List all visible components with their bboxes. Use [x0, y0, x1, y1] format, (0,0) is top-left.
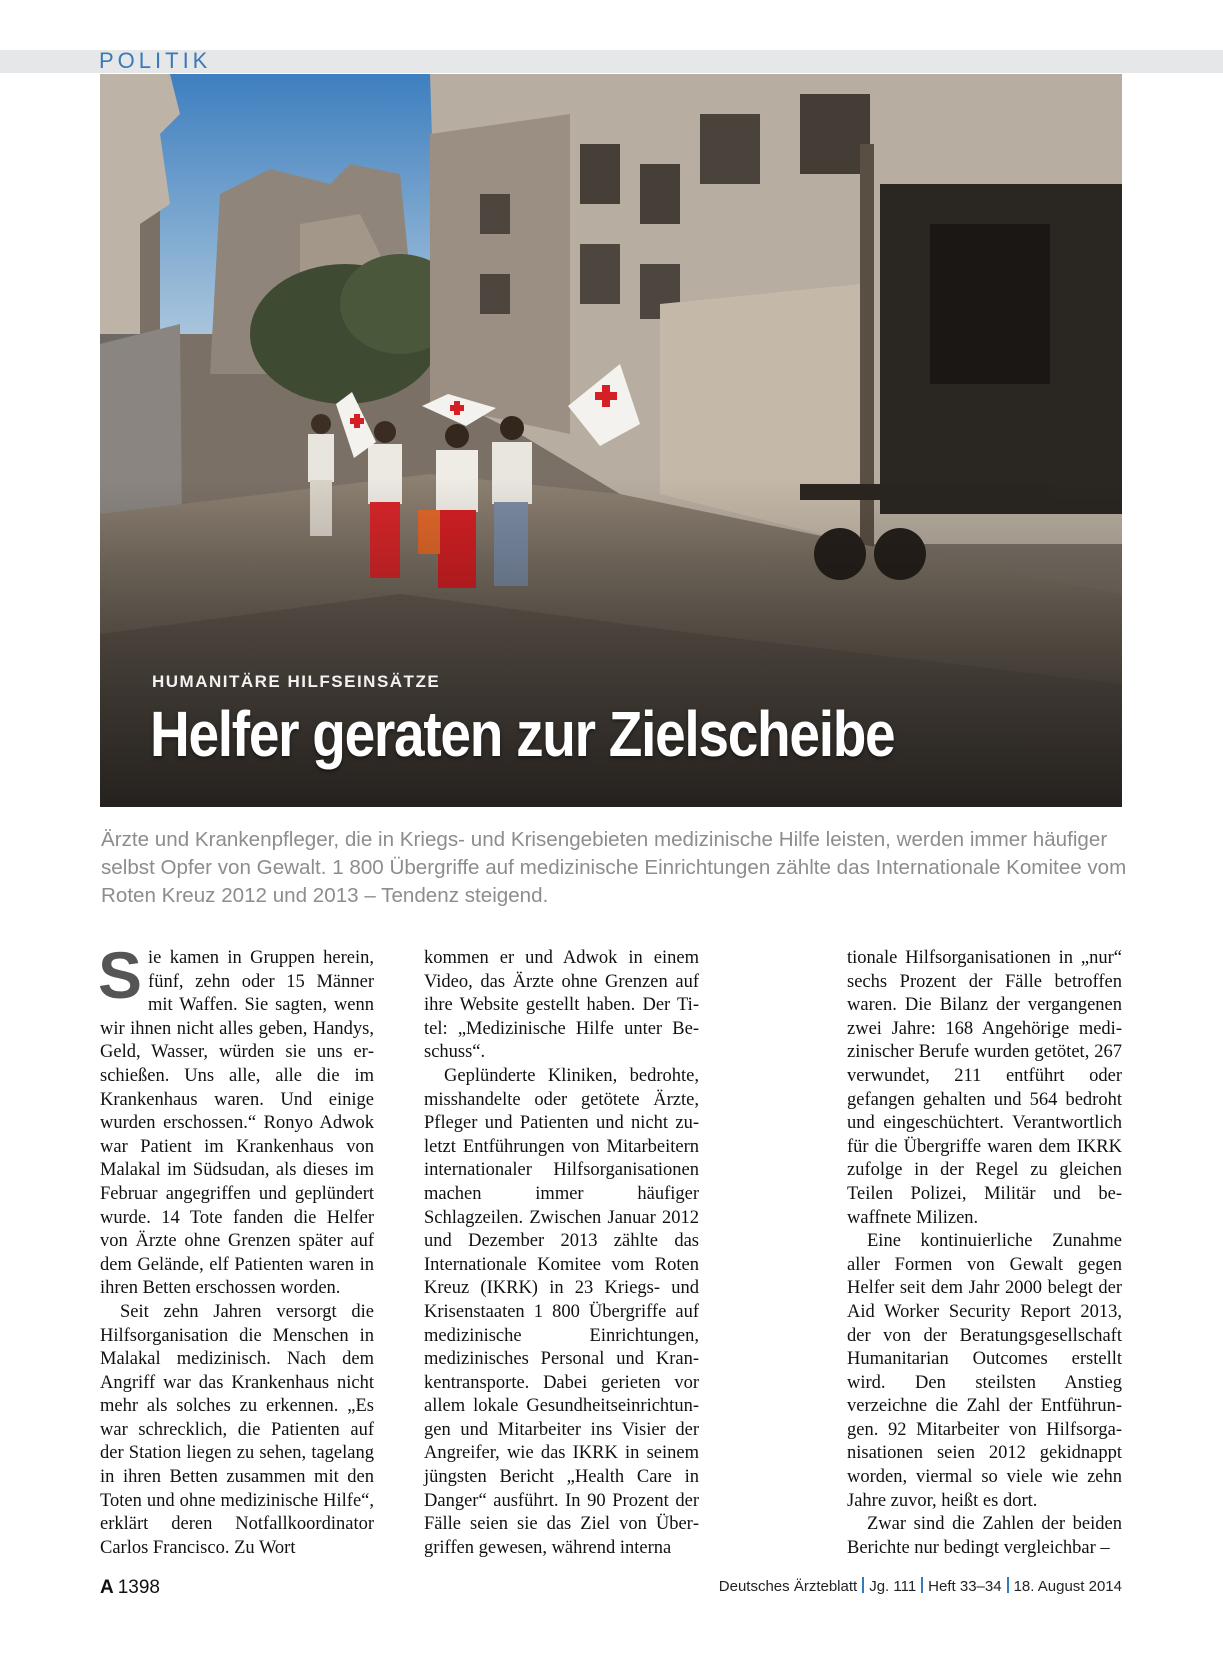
section-label: POLITIK	[99, 48, 212, 73]
issue: Heft 33–34	[928, 1578, 1002, 1595]
article-lead: Ärzte und Krankenpfleger, die in Kriegs- und Krisengebieten medizinische Hilfe leisten, werden immer häufiger selbst Opfer von Gewalt. 1 800 Übergriffe auf medizinische Einrichtungen zählte das Internationale Komitee vom Roten Kreuz 2012 und 2013 – Tendenz steigend.	[101, 828, 1127, 907]
journal-name: Deutsches Ärzteblatt	[718, 1578, 858, 1595]
paragraph: Zwar sind die Zahlen der beiden Berichte nur bedingt vergleichbar –	[847, 1514, 1122, 1558]
paragraph: kommen er und Adwok in einem Video, das Ärzte ohne Grenzen auf ihre Website gestellt haben. Der Titel: „Medizinische Hilfe unter Beschuss“.	[424, 948, 699, 1063]
body-column-1	[98, 938, 374, 1560]
volume: Jg. 111	[869, 1578, 917, 1595]
paragraph: Eine kontinuierliche Zunahme aller Formen von Gewalt gegen Helfer seit dem Jahr 2000 belegt der Aid Worker Security Report 2013, der von der Beratungsgesellschaft Humanitarian Outcomes erstellt wird. Den steilsten Anstieg verzeichne die Zahl der Entführungen. 92 Mitarbeiter von Hilfsorganisationen seien 2012 gekidnappt worden, viermal so viele wie zehn Jahre zuvor, heißt es dort.	[847, 1231, 1122, 1511]
page-number: A 1398	[100, 1577, 161, 1598]
paragraph: tionale Hilfsorganisationen in „nur“ sechs Prozent der Fälle betroffen waren. Die Bilanz der vergangenen zwei Jahre: 168 Angehörige medizinischer Berufe wurden getötet, 267 verwundet, 211 entführt oder gefangen gehalten und 564 bedroht und eingeschüchtert. Verantwortlich für die Übergriffe waren dem IKRK zufolge in der Regel zu gleichen Teilen Polizei, Militär und bewaffnete Milizen.	[847, 948, 1122, 1228]
article-headline: Helfer geraten zur Zielscheibe	[150, 698, 895, 770]
paragraph: Geplünderte Kliniken, bedrohte, misshandelte oder getötete Ärzte, Pfleger und Patienten und nicht zuletzt Entführungen von Mitarbeitern internationaler Hilfsorganisationen machen immer häufiger Schlagzeilen. Zwischen Januar 2012 und Dezember 2013 zählte das Internationale Komitee vom Roten Kreuz (IKRK) in 23 Kriegs- und Krisenstaaten 1 800 Übergriffe auf medizinische Einrichtungen, medizinisches Personal und Krankentransporte. Dabei gerieten vor allem lokale Gesundheitseinrichtungen und Mitarbeiter ins Visier der Angreifer, wie das IKRK in seinem jüngsten Bericht „Health Care in Danger“ ausführt. In 90 Prozent der Fälle seien sie das Ziel von Übergriffen gewesen, während interna	[424, 1065, 699, 1558]
body-column-2	[424, 947, 699, 1560]
body-column-3	[847, 947, 1122, 1560]
drop-cap: S	[98, 938, 143, 1012]
issue-date: 18. August 2014	[1013, 1578, 1122, 1595]
separator	[921, 1577, 923, 1593]
separator	[862, 1577, 864, 1593]
hero-photo	[100, 74, 1122, 807]
paragraph: Seit zehn Jahren versorgt die Hilfsorganisation die Menschen in Malakal medizinisch. Nach dem Angriff war das Krankenhaus nicht mehr als solches zu erkennen. „Es war schrecklich, die Patienten auf der Station liegen zu sehen, tagelang in ihren Betten zusammen mit den Toten und ohne medizinische Hilfe“, erklärt deren Notfallkoordinator Carlos Francisco. Zu Wort	[100, 1301, 374, 1558]
publication-info	[719, 1577, 1122, 1601]
article-kicker: HUMANITÄRE HILFSEINSÄTZE	[152, 672, 441, 691]
paragraph: Sie kamen in Gruppen herein, fünf, zehn oder 15 Männer mit Waffen. Sie sagten, wenn wir ihnen nicht alles geben, Handys, Geld, Wasser, würden sie uns erschießen. Uns alle, alle die im Krankenhaus waren. Und einige wurden erschossen.“ Ronyo Adwok war Patient im Krankenhaus von Malakal im Südsudan, als dieses im Februar angegriffen und geplündert wurde. 14 Tote fanden die Helfer von Ärzte ohne Grenzen später auf dem Gelände, elf Patienten waren in ihren Betten erschossen worden.	[98, 938, 374, 1299]
separator	[1007, 1577, 1009, 1593]
